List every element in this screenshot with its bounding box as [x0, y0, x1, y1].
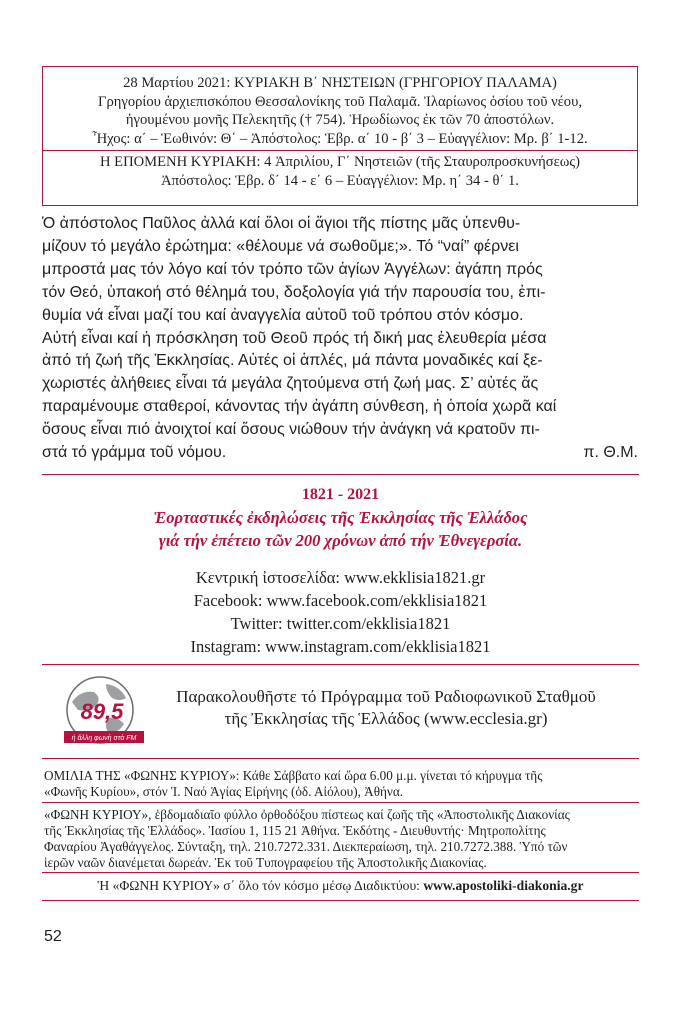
radio-tagline: ἡ ἄλλη φωνὴ στὰ FM [71, 735, 137, 742]
article-line: μίζουν τό μεγάλο ἐρώτημα: «θέλουμε νά σωθοῦμε;». Τό “ναί” φέρνει [42, 237, 519, 255]
article-line: θυμία νά εἶναι μαζί του καί ἀναγγελία αὐτοῦ τοῦ τρόπου στόν κόσμο. [42, 306, 524, 324]
website-link[interactable]: Κεντρική ἰστοσελίδα: www.ekklisia1821.gr [195, 568, 486, 587]
info-line: Η ΕΠΟΜΕΝΗ ΚΥΡΙΑΚΗ: 4 Ἀπριλίου, Γ΄ Νηστειῶν (τῆς Σταυροπροσκυνήσεως) [99, 154, 580, 171]
section-divider [42, 474, 639, 475]
info-line: Ἀπόστολος: Ἑβρ. δ΄ 14 - ε΄ 6 – Εὐαγγέλιον: Μρ. η΄ 34 - θ΄ 1. [161, 172, 519, 189]
radio-frequency: 89,5 [80, 699, 124, 724]
section-divider [42, 900, 639, 901]
liturgical-info-box [42, 66, 638, 206]
radio-line: τῆς Ἐκκλησίας τῆς Ἑλλάδος (www.ecclesia.gr) [224, 709, 548, 728]
anniversary-heading [42, 484, 639, 552]
article-line: χωριστές ἀλήθειες εἶναι τά μεγάλα ζητούμενα στή ζωή μας. Σ’ αὐτές ἄς [42, 375, 539, 393]
publisher-line: «ΦΩΝΗ ΚΥΡΙΟΥ», ἑβδομαδιαῖο φύλλο ὀρθοδόξου πίστεως καί ζωῆς τῆς «Ἀποστολικῆς Διακονίας [44, 807, 570, 822]
article-body [42, 213, 639, 465]
publisher-info [44, 807, 638, 871]
article-line: Ὁ ἀπόστολος Παῦλος ἀλλά καί ὅλοι οἱ ἅγιοι τῆς πίστης μᾶς ὑπενθυ- [42, 215, 521, 232]
info-line: Ἦχος: α΄ – Ἑωθινόν: Θ΄ – Ἀπόστολος: Ἑβρ. α΄ 10 - β΄ 3 – Εὐαγγέλιον: Μρ. β΄ 1-12. [92, 130, 588, 147]
section-divider [42, 872, 639, 873]
article-line: Αὐτή εἶναι καί ἡ πρόσκληση τοῦ Θεοῦ πρός τή δική μας ἐλευθερία μέσα [42, 329, 547, 347]
radio-station-logo [58, 672, 148, 750]
radio-line: Παρακολουθῆστε τό Πρόγραμμα τοῦ Ραδιοφωνικοῦ Σταθμοῦ [176, 687, 596, 706]
section-divider [42, 664, 639, 665]
radio-announcement [148, 686, 624, 730]
article-line: στά τό γράμμα τοῦ νόμου. [42, 444, 227, 462]
publisher-line: ἱερῶν ναῶν διανέμεται δωρεάν. Ἐκ τοῦ Τυπογραφείου τῆς Ἀποστολικῆς Διακονίας. [44, 855, 487, 870]
article-line: ἀπό τή ζωή τῆς Ἐκκλησίας. Αὐτές οἱ ἁπλές, μά πάντα μοναδικές καί ξε- [42, 352, 543, 370]
author-signature: π. Θ.Μ. [583, 444, 638, 461]
info-line: 28 Μαρτίου 2021: ΚΥΡΙΑΚΗ Β΄ ΝΗΣΤΕΙΩΝ (ΓΡΗΓΟΡΙΟΥ ΠΑΛΑΜΑ) [123, 75, 557, 91]
anniversary-title-line: γιά τήν ἐπέτειο τῶν 200 χρόνων ἀπό τήν Ἐθνεγερσία. [158, 531, 523, 550]
apostoliki-diakonia-link[interactable]: www.apostoliki-diakonia.gr [423, 878, 584, 893]
twitter-link[interactable]: Twitter: twitter.com/ekklisia1821 [230, 614, 451, 633]
page-number: 52 [44, 928, 62, 945]
instagram-link[interactable]: Instagram: www.instagram.com/ekklisia1821 [190, 637, 491, 656]
anniversary-years: 1821 - 2021 [301, 486, 380, 503]
article-line: μπροστά μας τόν λόγο καί τόν τρόπο τῶν ἁγίων Ἀγγέλων: ἀγάπη πρός [42, 260, 543, 278]
section-divider [42, 802, 639, 803]
publisher-line: Φαναρίου Ἀγαθάγγελος. Σύνταξη, τηλ. 210.7272.331. Διεκπεραίωση, τηλ. 210.7272.388. Ὑπό τῶν [44, 839, 568, 854]
article-line: παραμένουμε σταθεροί, κάνοντας τήν ἀγάπη σύνθεση, ἡ ὁποία χωρᾶ καί [42, 398, 557, 416]
facebook-link[interactable]: Facebook: www.facebook.com/ekklisia1821 [193, 591, 488, 610]
article-line: τόν Θεό, ὑπακοή στό θέλημά του, δοξολογία γιά τήν παρουσία του, ἐπι- [42, 283, 546, 301]
online-notice [42, 878, 639, 894]
section-divider [42, 758, 639, 759]
article-line: ὅσους εἶναι πιό ἀνοιχτοί καί ὅσους νιώθουν τήν ἀνάγκη νά κρατοῦν πι- [42, 421, 540, 439]
info-line: Γρηγορίου ἀρχιεπισκόπου Θεσσαλονίκης τοῦ Παλαμᾶ. Ἰλαρίωνος ὁσίου τοῦ νέου, [98, 93, 582, 110]
anniversary-links [42, 566, 639, 658]
homily-notice [44, 768, 638, 800]
homily-line: ΟΜΙΛΙΑ ΤΗΣ «ΦΩΝΗΣ ΚΥΡΙΟΥ»: Κάθε Σάββατο καί ὥρα 6.00 μ.μ. γίνεται τό κήρυγμα τῆς [44, 768, 543, 783]
info-box-divider [43, 150, 637, 151]
anniversary-title-line: Ἑορταστικές ἐκδηλώσεις τῆς Ἐκκλησίας τῆς Ἑλλάδος [153, 508, 528, 527]
homily-line: «Φωνῆς Κυρίου», στόν Ἱ. Ναό Ἁγίας Εἰρήνης (ὁδ. Αἰόλου), Ἀθήνα. [44, 784, 404, 799]
online-text: Ἡ «ΦΩΝΗ ΚΥΡΙΟΥ» σ΄ ὅλο τόν κόσμο μέσῳ Διαδικτύου: [97, 878, 424, 893]
info-line: ἡγουμένου μονῆς Πελεκητῆς († 754). Ἡρωδίωνος ἐκ τῶν 70 ἀποστόλων. [125, 112, 555, 129]
publisher-line: τῆς Ἐκκλησίας τῆς Ἑλλάδος». Ἰασίου 1, 115 21 Ἀθήνα. Ἐκδότης - Διευθυντής· Μητροπολίτης [44, 823, 546, 838]
